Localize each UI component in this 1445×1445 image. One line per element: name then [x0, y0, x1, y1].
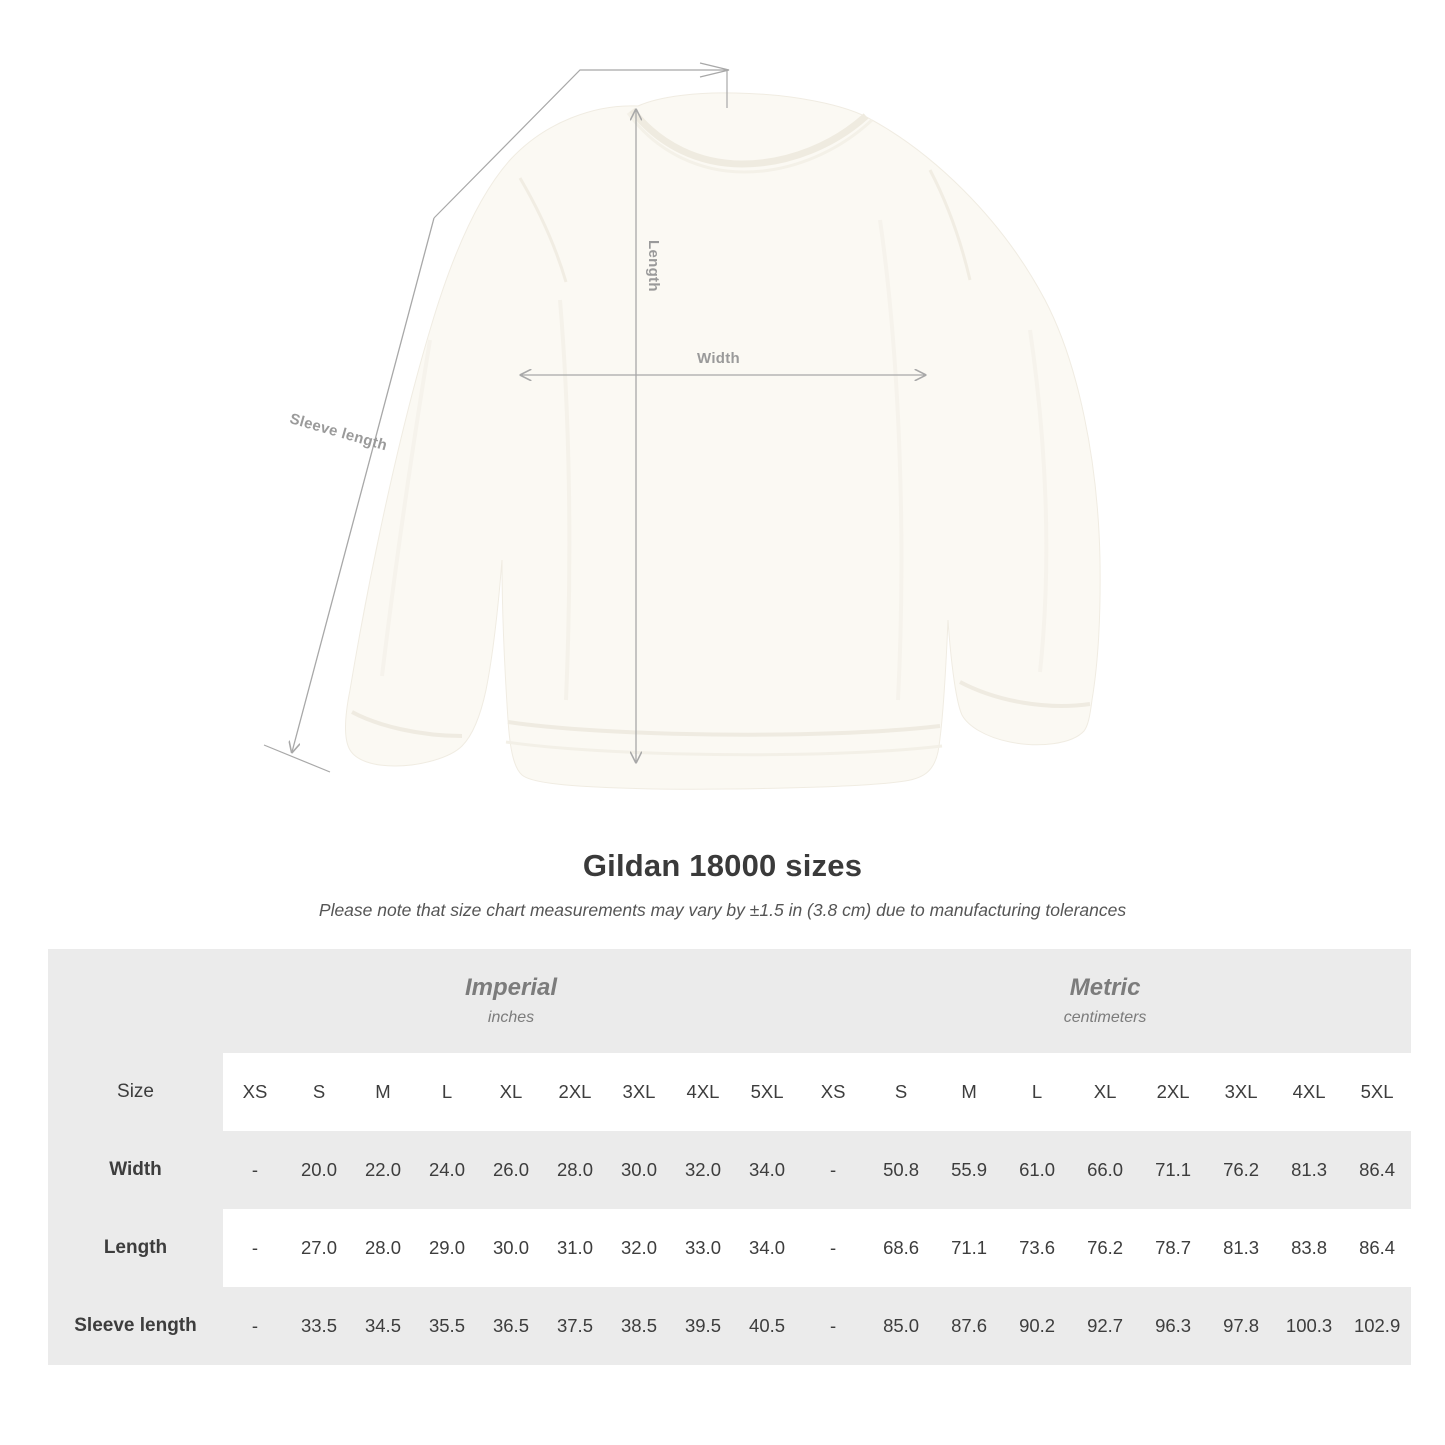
cell-sleeve-metric-3xl: 97.8	[1207, 1287, 1275, 1365]
row-label-length: Length	[48, 1209, 223, 1287]
sweatshirt-shape	[346, 93, 1101, 789]
row-label-sleeve-length: Sleeve length	[48, 1287, 223, 1365]
length-label: Length	[645, 240, 662, 292]
cell-width-metric-l: 61.0	[1003, 1131, 1071, 1209]
header-imperial-l: L	[415, 1053, 479, 1131]
cell-width-metric-2xl: 71.1	[1139, 1131, 1207, 1209]
cell-sleeve-imperial-l: 35.5	[415, 1287, 479, 1365]
table-row	[48, 1209, 1411, 1287]
cell-width-imperial-m: 22.0	[351, 1131, 415, 1209]
cell-sleeve-metric-l: 90.2	[1003, 1287, 1071, 1365]
header-imperial-xs: XS	[223, 1053, 287, 1131]
cell-sleeve-imperial-m: 34.5	[351, 1287, 415, 1365]
unit-group-metric	[799, 949, 1411, 1053]
cell-length-metric-5xl: 86.4	[1343, 1209, 1411, 1287]
header-metric-xs: XS	[799, 1053, 867, 1131]
cell-width-imperial-l: 24.0	[415, 1131, 479, 1209]
sleeve-length-label: Sleeve length	[287, 410, 390, 455]
cell-length-metric-xs: -	[799, 1209, 867, 1287]
tolerance-note: Please note that size chart measurements may vary by ±1.5 in (3.8 cm) due to manufacturing tolerances	[318, 900, 1127, 920]
cell-sleeve-imperial-s: 33.5	[287, 1287, 351, 1365]
cell-length-imperial-s: 27.0	[287, 1209, 351, 1287]
cell-length-metric-2xl: 78.7	[1139, 1209, 1207, 1287]
header-metric-l: L	[1003, 1053, 1071, 1131]
cell-sleeve-metric-m: 87.6	[935, 1287, 1003, 1365]
cell-width-imperial-3xl: 30.0	[607, 1131, 671, 1209]
imperial-name: Imperial	[465, 974, 558, 1001]
cell-width-metric-4xl: 81.3	[1275, 1131, 1343, 1209]
cell-length-imperial-4xl: 33.0	[671, 1209, 735, 1287]
header-imperial-m: M	[351, 1053, 415, 1131]
cell-sleeve-imperial-2xl: 37.5	[543, 1287, 607, 1365]
imperial-sub: inches	[487, 1009, 535, 1026]
header-metric-2xl: 2XL	[1139, 1053, 1207, 1131]
size-table	[48, 949, 1411, 1365]
cell-width-imperial-s: 20.0	[287, 1131, 351, 1209]
cell-length-imperial-3xl: 32.0	[607, 1209, 671, 1287]
cell-length-imperial-2xl: 31.0	[543, 1209, 607, 1287]
cell-sleeve-imperial-xs: -	[223, 1287, 287, 1365]
cell-length-imperial-l: 29.0	[415, 1209, 479, 1287]
cell-sleeve-metric-2xl: 96.3	[1139, 1287, 1207, 1365]
cell-width-metric-m: 55.9	[935, 1131, 1003, 1209]
cell-width-imperial-4xl: 32.0	[671, 1131, 735, 1209]
header-imperial-3xl: 3XL	[607, 1053, 671, 1131]
cell-sleeve-imperial-4xl: 39.5	[671, 1287, 735, 1365]
header-metric-5xl: 5XL	[1343, 1053, 1411, 1131]
cell-sleeve-imperial-5xl: 40.5	[735, 1287, 799, 1365]
cell-length-metric-m: 71.1	[935, 1209, 1003, 1287]
header-imperial-5xl: 5XL	[735, 1053, 799, 1131]
header-metric-m: M	[935, 1053, 1003, 1131]
cell-sleeve-imperial-xl: 36.5	[479, 1287, 543, 1365]
cell-length-imperial-xl: 30.0	[479, 1209, 543, 1287]
size-table-wrap	[48, 949, 1401, 1365]
table-row	[48, 1131, 1411, 1209]
header-metric-4xl: 4XL	[1275, 1053, 1343, 1131]
cell-width-metric-xl: 66.0	[1071, 1131, 1139, 1209]
cell-length-metric-4xl: 83.8	[1275, 1209, 1343, 1287]
cell-sleeve-metric-4xl: 100.3	[1275, 1287, 1343, 1365]
header-imperial-s: S	[287, 1053, 351, 1131]
cell-length-imperial-m: 28.0	[351, 1209, 415, 1287]
cell-width-metric-xs: -	[799, 1131, 867, 1209]
header-metric-s: S	[867, 1053, 935, 1131]
unit-header-row	[48, 949, 1411, 1053]
cell-sleeve-metric-5xl: 102.9	[1343, 1287, 1411, 1365]
header-imperial-2xl: 2XL	[543, 1053, 607, 1131]
cell-length-metric-3xl: 81.3	[1207, 1209, 1275, 1287]
header-imperial-xl: XL	[479, 1053, 543, 1131]
cell-length-imperial-5xl: 34.0	[735, 1209, 799, 1287]
row-label-width: Width	[48, 1131, 223, 1209]
unit-group-imperial	[223, 949, 799, 1053]
table-row	[48, 1287, 1411, 1365]
width-label: Width	[697, 350, 741, 367]
metric-sub: centimeters	[1063, 1009, 1147, 1026]
cell-width-metric-3xl: 76.2	[1207, 1131, 1275, 1209]
cell-sleeve-metric-xs: -	[799, 1287, 867, 1365]
page-title: Gildan 18000 sizes	[582, 848, 863, 883]
cell-width-metric-s: 50.8	[867, 1131, 935, 1209]
cell-sleeve-metric-s: 85.0	[867, 1287, 935, 1365]
cell-sleeve-imperial-3xl: 38.5	[607, 1287, 671, 1365]
header-imperial-4xl: 4XL	[671, 1053, 735, 1131]
header-metric-xl: XL	[1071, 1053, 1139, 1131]
cell-width-imperial-xs: -	[223, 1131, 287, 1209]
column-header-row	[48, 1053, 1411, 1131]
header-metric-3xl: 3XL	[1207, 1053, 1275, 1131]
cell-width-imperial-xl: 26.0	[479, 1131, 543, 1209]
cell-sleeve-metric-xl: 92.7	[1071, 1287, 1139, 1365]
cell-width-imperial-2xl: 28.0	[543, 1131, 607, 1209]
metric-name: Metric	[1069, 974, 1141, 1001]
cell-length-metric-l: 73.6	[1003, 1209, 1071, 1287]
cell-length-imperial-xs: -	[223, 1209, 287, 1287]
cell-length-metric-xl: 76.2	[1071, 1209, 1139, 1287]
cell-width-metric-5xl: 86.4	[1343, 1131, 1411, 1209]
title-block	[0, 848, 1445, 921]
unit-spacer	[48, 949, 223, 1053]
cell-width-imperial-5xl: 34.0	[735, 1131, 799, 1209]
cell-length-metric-s: 68.6	[867, 1209, 935, 1287]
header-size: Size	[48, 1053, 223, 1131]
